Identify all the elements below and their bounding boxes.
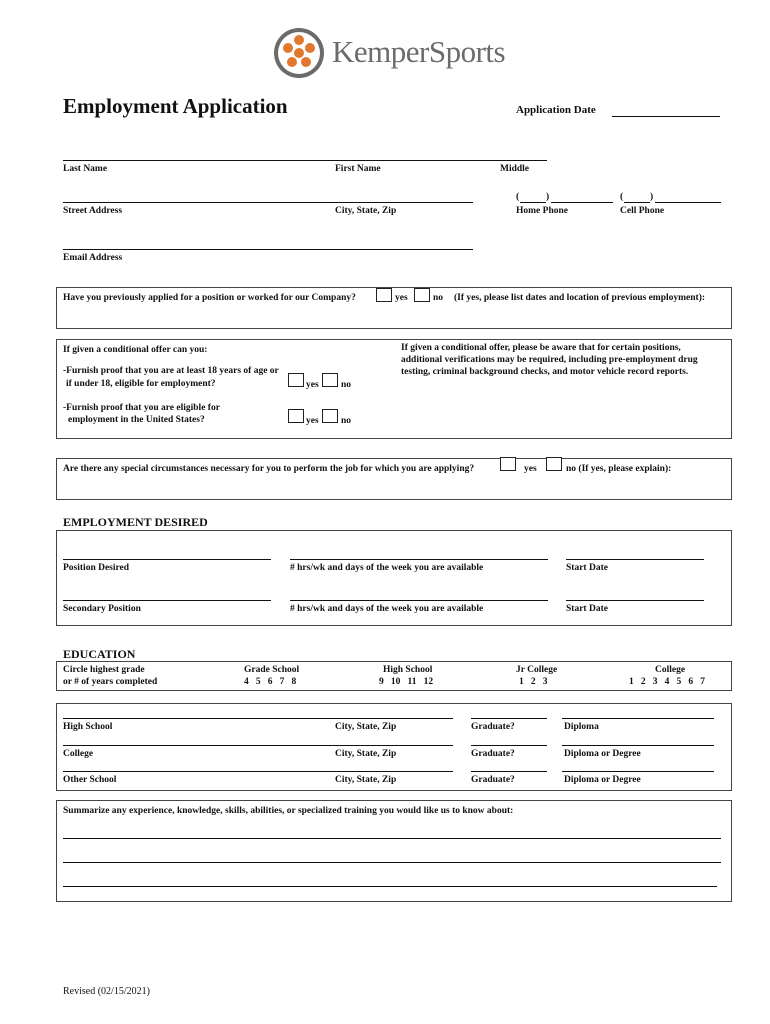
school-city-label: City, State, Zip [335, 722, 397, 732]
school-name-label: High School [63, 722, 113, 732]
diploma-field[interactable] [562, 771, 714, 772]
conditional-notice-line3: testing, criminal background checks, and motor vehicle record reports. [401, 367, 689, 377]
position-desired-field[interactable] [63, 559, 271, 560]
jr-college-label: Jr College [516, 665, 558, 675]
street-address-label: Street Address [63, 206, 123, 216]
circle-grade-line1: Circle highest grade [63, 665, 145, 675]
school-city-label: City, State, Zip [335, 775, 397, 785]
age-proof-no-label: no [341, 380, 352, 390]
home-phone-field[interactable] [551, 202, 613, 203]
age-proof-line2: if under 18, eligible for employment? [66, 379, 216, 389]
eligibility-proof-line2: employment in the United States? [68, 415, 205, 425]
previous-yes-checkbox[interactable] [376, 288, 392, 302]
summary-line[interactable] [63, 886, 717, 887]
age-proof-no-checkbox[interactable] [322, 373, 338, 387]
logo [272, 26, 522, 80]
secondary-position-label: Secondary Position [63, 604, 141, 614]
position-desired-label: Position Desired [63, 563, 130, 573]
conditional-notice-line2: additional verifications may be required, including pre-employment drug [401, 355, 698, 365]
eligibility-yes-label: yes [306, 416, 319, 426]
brand-name: KemperSports [332, 34, 506, 69]
diploma-label: Diploma or Degree [564, 749, 641, 759]
home-area-code-close: ) [546, 192, 550, 202]
secondary-start-date-label: Start Date [566, 604, 608, 614]
home-area-code-open: ( [516, 192, 520, 202]
summary-prompt: Summarize any experience, knowledge, skills, abilities, or specialized training you would like us to know about: [63, 806, 514, 816]
age-proof-yes-checkbox[interactable] [288, 373, 304, 387]
position-start-date-field[interactable] [566, 559, 704, 560]
school-name-label: College [63, 749, 94, 759]
previous-no-label: no [433, 293, 444, 303]
grade-school-years[interactable]: 4 5 6 7 8 [244, 677, 297, 687]
special-circumstances-question: Are there any special circumstances necessary for you to perform the job for which you are applying? [63, 464, 475, 474]
education-heading: EDUCATION [63, 647, 136, 661]
previous-employment-question: Have you previously applied for a position or worked for our Company? [63, 293, 356, 303]
cell-area-code-field[interactable] [624, 202, 650, 203]
secondary-hours-field[interactable] [290, 600, 548, 601]
kempersports-logo-icon [272, 26, 326, 80]
middle-name-label: Middle [500, 164, 530, 174]
cell-phone-field[interactable] [655, 202, 721, 203]
home-area-code-field[interactable] [520, 202, 546, 203]
diploma-field[interactable] [562, 718, 714, 719]
employment-desired-heading: EMPLOYMENT DESIRED [63, 515, 208, 529]
college-grade-label: College [655, 665, 686, 675]
revised-date: Revised (02/15/2021) [63, 986, 150, 997]
graduate-label: Graduate? [471, 722, 515, 732]
diploma-label: Diploma or Degree [564, 775, 641, 785]
page-title: Employment Application [63, 94, 288, 118]
cell-area-code-close: ) [650, 192, 654, 202]
grade-school-label: Grade School [244, 665, 300, 675]
diploma-label: Diploma [564, 722, 599, 732]
age-proof-line1: -Furnish proof that you are at least 18 years of age or [63, 366, 279, 376]
high-school-years[interactable]: 9 10 11 12 [379, 677, 434, 687]
summary-line[interactable] [63, 862, 721, 863]
school-name-field[interactable] [63, 771, 453, 772]
circle-grade-line2: or # of years completed [63, 677, 158, 687]
secondary-start-date-field[interactable] [566, 600, 704, 601]
position-hours-label: # hrs/wk and days of the week you are available [290, 563, 484, 573]
school-city-label: City, State, Zip [335, 749, 397, 759]
street-city-field[interactable] [63, 202, 473, 203]
position-start-date-label: Start Date [566, 563, 608, 573]
cell-area-code-open: ( [620, 192, 624, 202]
first-name-label: First Name [335, 164, 381, 174]
secondary-hours-label: # hrs/wk and days of the week you are available [290, 604, 484, 614]
school-name-field[interactable] [63, 718, 453, 719]
graduate-label: Graduate? [471, 749, 515, 759]
graduate-field[interactable] [471, 718, 547, 719]
high-school-grade-label: High School [383, 665, 433, 675]
college-years[interactable]: 1 2 3 4 5 6 7 [629, 677, 705, 687]
email-field[interactable] [63, 249, 473, 250]
special-yes-checkbox[interactable] [500, 457, 516, 471]
graduate-field[interactable] [471, 745, 547, 746]
graduate-field[interactable] [471, 771, 547, 772]
school-name-label: Other School [63, 775, 117, 785]
last-name-label: Last Name [63, 164, 108, 174]
special-no-label: no (If yes, please explain): [566, 464, 672, 474]
city-state-zip-label: City, State, Zip [335, 206, 397, 216]
jr-college-years[interactable]: 1 2 3 [519, 677, 548, 687]
previous-employment-note: (If yes, please list dates and location of previous employment): [454, 293, 706, 303]
school-name-field[interactable] [63, 745, 453, 746]
previous-no-checkbox[interactable] [414, 288, 430, 302]
eligibility-yes-checkbox[interactable] [288, 409, 304, 423]
conditional-notice-line1: If given a conditional offer, please be aware that for certain positions, [401, 343, 681, 353]
summary-line[interactable] [63, 838, 721, 839]
special-yes-label: yes [524, 464, 537, 474]
age-proof-yes-label: yes [306, 380, 319, 390]
cell-phone-label: Cell Phone [620, 206, 665, 216]
graduate-label: Graduate? [471, 775, 515, 785]
home-phone-label: Home Phone [516, 206, 568, 216]
application-date-label: Application Date [516, 104, 596, 116]
eligibility-proof-line1: -Furnish proof that you are eligible for [63, 403, 220, 413]
eligibility-no-label: no [341, 416, 352, 426]
secondary-position-field[interactable] [63, 600, 271, 601]
name-field[interactable] [63, 160, 547, 161]
email-label: Email Address [63, 253, 123, 263]
application-date-field[interactable] [612, 116, 720, 117]
special-no-checkbox[interactable] [546, 457, 562, 471]
position-hours-field[interactable] [290, 559, 548, 560]
eligibility-no-checkbox[interactable] [322, 409, 338, 423]
diploma-field[interactable] [562, 745, 714, 746]
conditional-offer-title: If given a conditional offer can you: [63, 345, 208, 355]
previous-yes-label: yes [395, 293, 408, 303]
